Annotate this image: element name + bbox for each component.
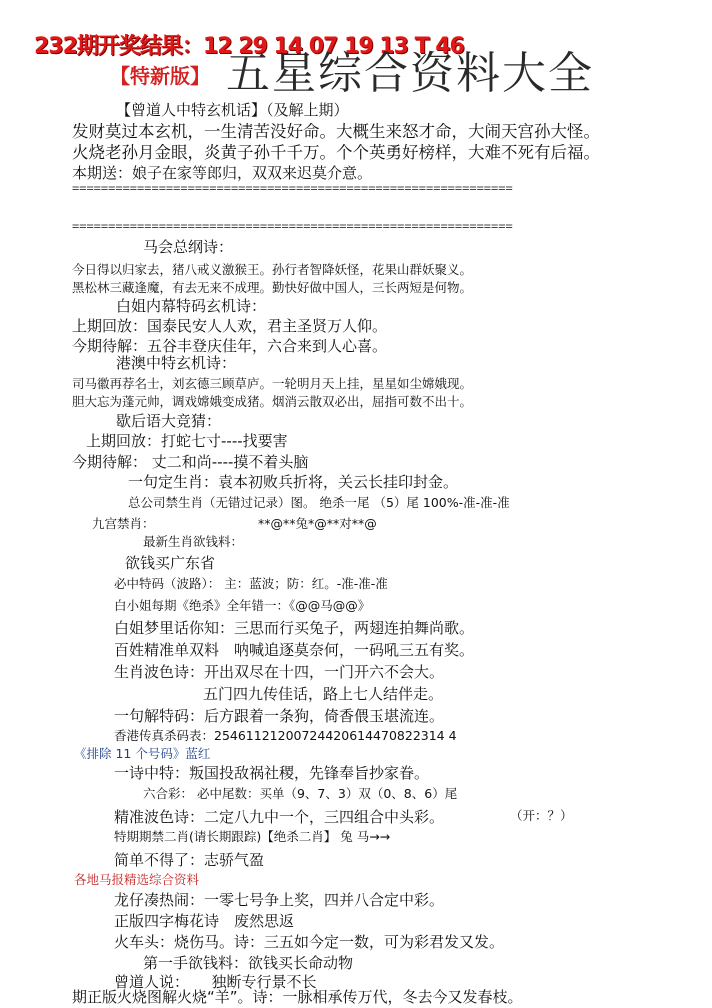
paichu: 《排除 11 个号码》蓝红 bbox=[74, 746, 211, 761]
xianggang: 香港传真杀码表：25461121200724420614470822314 4 bbox=[114, 728, 457, 743]
lottery-result-header: 232期开奖结果：12 29 14 07 19 13 T 46 bbox=[34, 34, 464, 59]
edition-label: 【特新版】 bbox=[110, 64, 210, 88]
huoche: 火车头：烧伤马。诗：三五如今定一数，可为彩君发又发。 bbox=[114, 933, 505, 951]
gangao-line-2: 胆大忘为蓬元帅，调戏嫦娥变成猪。烟消云散双必出，屈指可数不出十。 bbox=[72, 394, 473, 409]
baiji-title: 白姐内幕特码玄机诗： bbox=[116, 297, 267, 315]
baixiaojie: 白小姐每期《绝杀》全年错一：《@@马@@》 bbox=[114, 598, 371, 613]
zuixin-title: 最新生肖欲钱料： bbox=[143, 534, 244, 549]
xiehouyu-now: 今期待解： 丈二和尚----摸不着头脑 bbox=[72, 453, 309, 471]
longzai: 龙仔凑热闹：一零七号争上奖，四并八合定中彩。 bbox=[114, 891, 445, 909]
jiugong-label: 九宫禁肖： bbox=[92, 516, 155, 531]
baixing: 百姓精准单双料 呐喊追逐莫奈何，一码吼三五有奖。 bbox=[114, 641, 475, 659]
yijuding: 一句定生肖：袁本初败兵折将，关云长挂印封金。 bbox=[128, 473, 459, 491]
zengdao-title: 【曾道人中特玄机话】（及解上期） bbox=[116, 101, 349, 119]
page-title: 五星综合资料大全 bbox=[226, 48, 594, 99]
poem-line-2: 火烧老孙月金眼，炎黄子孙千千万。个个英勇好榜样，大难不死有后福。 bbox=[72, 143, 600, 162]
baiji-last: 上期回放：国泰民安人人欢，君主圣贤万人仰。 bbox=[72, 317, 388, 335]
boshi: 生肖波色诗：开出双尽在十四，一门开六不会大。 bbox=[114, 663, 445, 681]
poem-line-1: 发财莫过本玄机，一生清苦没好命。大概生来怒才命，大闹天宫孙大怪。 bbox=[72, 122, 600, 141]
poem-line-3: 本期送：娘子在家等郎归，双双来迟莫介意。 bbox=[72, 164, 373, 182]
mahui-line-1: 今日得以归家去，猪八戒义激猴王。孙行者智降妖怪，花果山群妖聚义。 bbox=[72, 262, 473, 277]
liuhe: 六合彩： 必中尾数：买单（9、7、3）双（0、8、6）尾 bbox=[143, 786, 458, 801]
separator-2: ============================================================= bbox=[72, 219, 513, 233]
mahui-title: 马会总纲诗： bbox=[143, 238, 234, 256]
mengli: 白姐梦里话你知：三思而行买兔子，两翅连拍舞尚歌。 bbox=[114, 619, 475, 637]
gangao-line-1: 司马徽再荐名士，刘玄德三顾草庐。一轮明月天上挂，星星如尘嫦娥现。 bbox=[72, 376, 473, 391]
jiandan: 简单不得了：志骄气盈 bbox=[114, 851, 265, 869]
mahui-line-2: 黑松林三藏逢魔，有去无来不成理。勤快好做中国人，三长两短是何物。 bbox=[72, 280, 473, 295]
xiehouyu-title: 歇后语大竞猜： bbox=[116, 412, 222, 430]
yishi: 一诗中特：叛国投敌祸社稷，先锋奉旨抄家眷。 bbox=[114, 764, 430, 782]
diyishou: 第一手欲钱料：欲钱买长命动物 bbox=[143, 954, 354, 972]
gedi-title: 各地马报精选综合资料 bbox=[74, 872, 200, 887]
baiji-now: 今期待解：五谷丰登庆佳年，六合来到人心喜。 bbox=[72, 337, 388, 355]
yuqian: 欲钱买广东省 bbox=[125, 554, 216, 572]
zengdaoshuo: 曾道人说： 独断专行景不长 bbox=[114, 973, 317, 991]
wumen: 五门四九传佳话，路上七人结伴走。 bbox=[203, 685, 444, 703]
bizhong: 必中特码（波路）： 主：蓝波；防：红。-准-准-准 bbox=[114, 576, 388, 591]
jiugong-value: **@**兔*@**对**@ bbox=[258, 516, 377, 531]
separator-1: ============================================================= bbox=[72, 181, 513, 195]
xiehouyu-last: 上期回放：打蛇七寸----找要害 bbox=[86, 432, 288, 450]
jingzhun: 精准波色诗：二定八九中一个，三四组合中头彩。 bbox=[114, 808, 445, 826]
tete: 特期期禁二肖(请长期跟踪)【绝杀二肖】 兔 马→→ bbox=[114, 829, 391, 844]
zhengban: 正版四字梅花诗 废然思返 bbox=[114, 912, 295, 930]
gangao-title: 港澳中特玄机诗： bbox=[116, 354, 237, 372]
huoshao: 期正版火烧图解火烧“羊”。诗：一脉相承传万代，冬去今又发春枝。 bbox=[72, 988, 523, 1006]
zonggongsi: 总公司禁生肖（无错过记录）图。 绝杀一尾 （5）尾 100%-准-准-准 bbox=[128, 495, 510, 510]
kai-note: （开：？） bbox=[510, 808, 573, 823]
yijujie: 一句解特码：后方跟着一条狗，倚香偎玉堪流连。 bbox=[114, 707, 445, 725]
